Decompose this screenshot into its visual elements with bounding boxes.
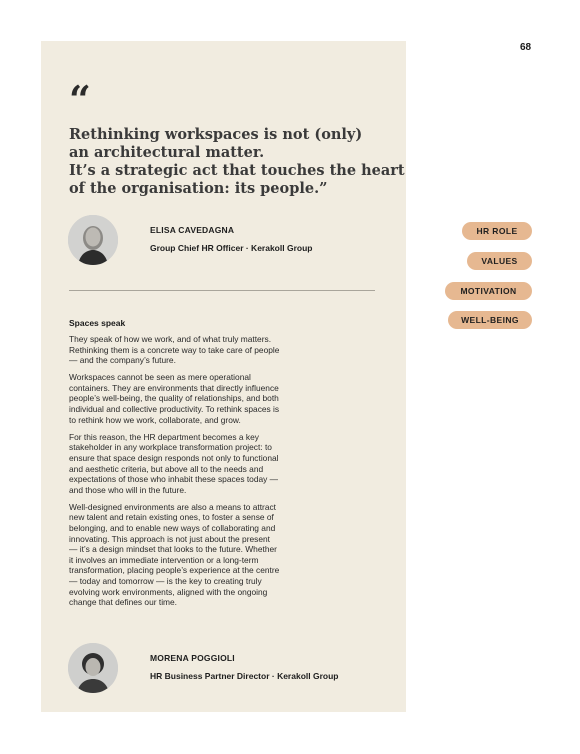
quote-line: Rethinking workspaces is not (only) (69, 126, 363, 143)
text-line: evolving work environments, aligned with the ongoing (69, 586, 268, 597)
text-line: — and the company’s future. (69, 355, 176, 366)
paragraph (69, 502, 319, 608)
text-line: change that defines our time. (69, 597, 178, 608)
text-line: containers. They are environments that directly influence (69, 382, 279, 393)
text-line: stakeholder in any workplace transformation project: to (69, 442, 272, 453)
paragraph (69, 432, 319, 496)
paragraph (69, 372, 319, 425)
pull-quote (69, 126, 405, 198)
text-line: transformation, placing people’s experience at the centre (69, 565, 280, 576)
divider (69, 290, 375, 291)
text-line: — today and tomorrow — is the key to creating truly (69, 575, 262, 586)
tag-values: VALUES (467, 252, 532, 270)
text-line: to rethink how we work, collaborate, and grow. (69, 414, 241, 425)
page-number: 68 (520, 42, 532, 53)
tag-motivation: MOTIVATION (445, 282, 532, 300)
paragraph (69, 334, 319, 366)
quote-line: an architectural matter. (69, 144, 265, 161)
text-line: people’s well-being, the quality of relationships, and both (69, 393, 279, 404)
quote-mark-icon: “ (69, 77, 91, 122)
tag-well-being: WELL-BEING (448, 311, 532, 329)
text-line: — it’s a design mindset that looks to the future. Whether (69, 544, 277, 555)
avatar-elisa-cavedagna (68, 215, 118, 265)
text-line: and those who will in the future. (69, 484, 187, 495)
quote-line: of the organisation: its people.” (69, 180, 328, 197)
text-line: it involves an immediate intervention or a long-term (69, 554, 259, 565)
author-name: ELISA CAVEDAGNA (150, 225, 235, 235)
text-line: Well-designed environments are also a means to attract (69, 501, 276, 512)
text-line: belonging, and to enable new ways of collaborating and (69, 523, 276, 533)
text-line: new talent and retain existing ones, to foster a sense of (69, 512, 274, 523)
avatar-morena-poggioli (68, 643, 118, 693)
text-line: Rethinking them is a concrete way to take care of people (69, 344, 280, 355)
author-role: HR Business Partner Director · Kerakoll Group (150, 671, 339, 681)
text-line: ensure that space design responds not only to functional (69, 452, 279, 463)
body-text (69, 334, 319, 614)
text-line: expectations of those who inhabit these spaces today — (69, 474, 279, 485)
text-line: For this reason, the HR department becomes a key (69, 431, 259, 442)
quote-panel (41, 41, 406, 712)
section-title: Spaces speak (69, 318, 126, 328)
quote-line: It’s a strategic act that touches the heart (69, 162, 405, 179)
author-role: Group Chief HR Officer · Kerakoll Group (150, 243, 313, 253)
text-line: They speak of how we work, and of what truly matters. (69, 334, 272, 344)
text-line: individual and collective productivity. To rethink spaces is (69, 404, 280, 415)
text-line: and aesthetic criteria, but above all to the needs and (69, 463, 264, 474)
author-name: MORENA POGGIOLI (150, 653, 235, 663)
tag-hr-role: HR ROLE (462, 222, 532, 240)
text-line: Workspaces cannot be seen as mere operational (69, 372, 251, 383)
text-line: innovating. This approach is not just about the present (69, 533, 270, 544)
